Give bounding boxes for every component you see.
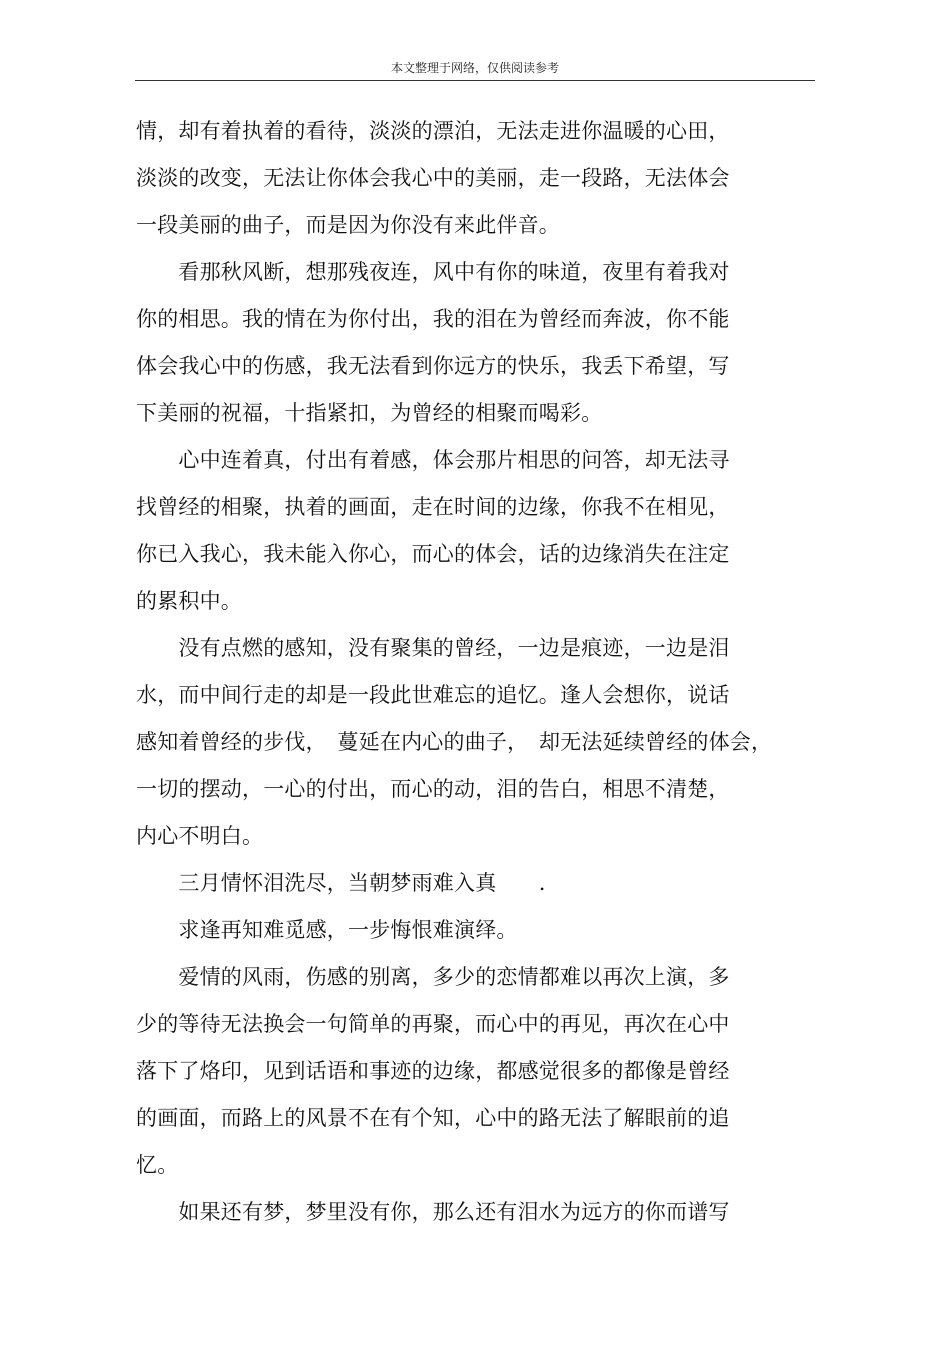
text-line: 没有点燃的感知，没有聚集的曾经，一边是痕迹，一边是泪 <box>136 636 730 660</box>
page-header-text: 本文整理于网络，仅供阅读参考 <box>390 61 559 75</box>
text-line: 感知着曾经的步伐， 蔓延在内心的曲子， 却无法延续曾经的体会， <box>136 730 773 754</box>
text-line: 的画面，而路上的风景不在有个知，心中的路无法了解眼前的追 <box>136 1106 730 1130</box>
text-line: 情，却有着执着的看待，淡淡的漂泊，无法走进你温暖的心田， <box>136 119 730 143</box>
text-line: 水，而中间行走的却是一段此世难忘的追忆。逢人会想你，说话 <box>136 683 730 707</box>
text-line: 内心不明白。 <box>136 824 264 848</box>
text-line: 落下了烙印，见到话语和事迹的边缘，都感觉很多的都像是曾经 <box>136 1059 730 1083</box>
text-line: 如果还有梦，梦里没有你，那么还有泪水为远方的你而谱写 <box>136 1200 730 1224</box>
text-line: 下美丽的祝福，十指紧扣，为曾经的相聚而喝彩。 <box>136 401 603 425</box>
text-line: 的累积中。 <box>136 589 242 613</box>
text-line: 心中连着真，付出有着感，体会那片相思的问答，却无法寻 <box>136 448 730 472</box>
text-line: 求逢再知难觅感，一步悔恨难演绎。 <box>136 918 518 942</box>
text-line: 爱情的风雨，伤感的别离，多少的恋情都难以再次上演，多 <box>136 965 730 989</box>
header-divider <box>135 80 815 81</box>
text-line: 你的相思。我的情在为你付出，我的泪在为曾经而奔波，你不能 <box>136 307 730 331</box>
text-line: 看那秋风断，想那残夜连，风中有你的味道，夜里有着我对 <box>136 260 730 284</box>
text-line: 你已入我心，我未能入你心，而心的体会，话的边缘消失在注定 <box>136 542 730 566</box>
text-line: 忆。 <box>136 1153 179 1177</box>
text-line: 一段美丽的曲子，而是因为你没有来此伴音。 <box>136 213 560 237</box>
text-line: 三月情怀泪洗尽，当朝梦雨难入真 . <box>136 871 546 895</box>
text-line: 淡淡的改变，无法让你体会我心中的美丽，走一段路，无法体会 <box>136 166 730 190</box>
text-line: 少的等待无法换会一句简单的再聚，而心中的再见，再次在心中 <box>136 1012 730 1036</box>
text-line: 体会我心中的伤感，我无法看到你远方的快乐，我丢下希望，写 <box>136 354 730 378</box>
text-line: 找曾经的相聚，执着的画面，走在时间的边缘，你我不在相见， <box>136 495 730 519</box>
text-line: 一切的摆动，一心的付出，而心的动，泪的告白，相思不清楚， <box>136 777 730 801</box>
